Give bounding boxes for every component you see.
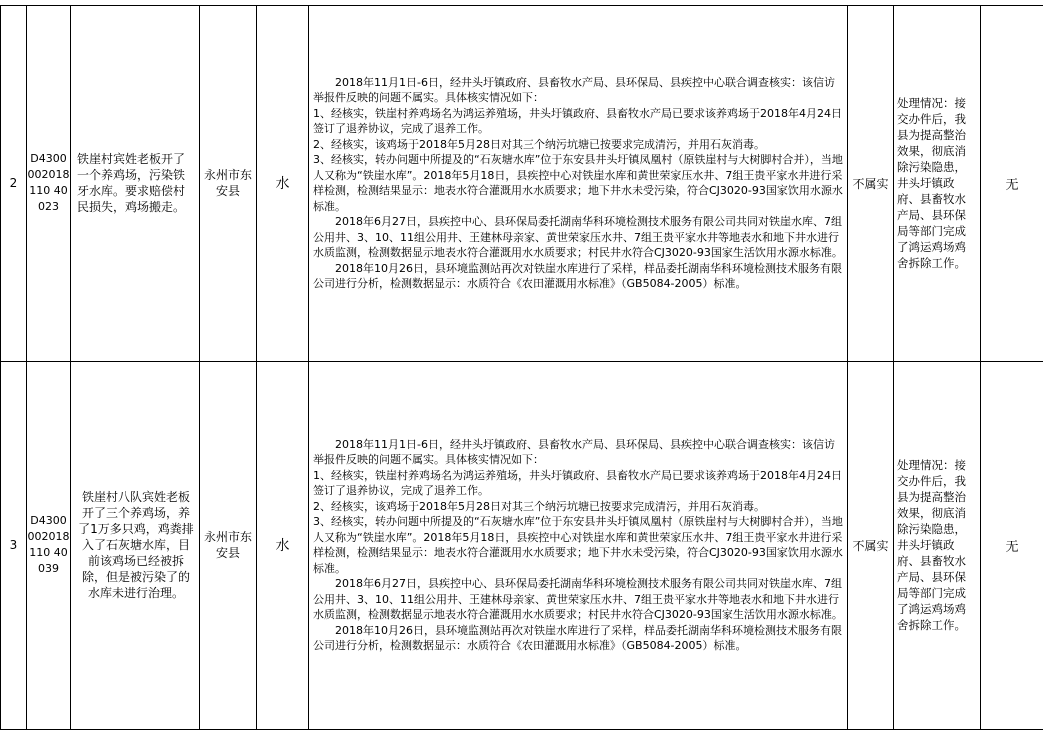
detail-paragraph: 2、经核实，该鸡场于2018年5月28日对其三个纳污坑塘已按要求完成清污，并用石灰消毒。 <box>313 499 765 513</box>
handling-status: 处理情况：接交办件后，我县为提高整治效果，彻底消除污染隐患，井头圩镇政府、县畜牧水产局、县环保局等部门完成了鸿运鸡场鸡舍拆除工作。 <box>894 361 981 729</box>
accountability: 无 <box>981 361 1043 729</box>
detail-paragraph: 2018年10月26日，县环境监测站再次对铁崖水库进行了采样，样品委托湖南华科环境检测技术服务有限公司进行分析，检测数据显示：水质符合《农田灌溉用水标准》（GB5084-2005）标准。 <box>313 623 842 652</box>
row-index: 2 <box>1 5 27 361</box>
pollution-type: 水 <box>257 5 309 361</box>
case-code: D4300002018110 40039 <box>27 361 71 729</box>
detail-paragraph: 2018年11月1日-6日，经井头圩镇政府、县畜牧水产局、县环保局、县疾控中心联合调查核实：该信访举报件反映的问题不属实。具体核实情况如下： <box>313 75 835 104</box>
detail-paragraph: 1、经核实，铁崖村养鸡场名为鸿运养殖场，井头圩镇政府、县畜牧水产局已要求该养鸡场于2018年4月24日签订了退养协议，完成了退养工作。 <box>313 468 842 497</box>
detail-paragraph: 3、经核实，转办问题中所提及的“石灰塘水库”位于东安县井头圩镇凤凰村（原铁崖村与大树脚村合并），当地人又称为“铁崖水库”。2018年5月18日，县疾控中心对铁崖水库和黄世荣家压水井、7组王贵平家水井进行采样检测，检测结果显示：地表水符合灌溉用水水质要求；地下井水未受污染，符合CJ3020-93国家饮用水源水标准。 <box>313 153 843 213</box>
detail-paragraph: 2018年6月27日，县疾控中心、县环保局委托湖南华科环境检测技术服务有限公司共同对铁崖水库、7组公用井、3、10、11组公用井、王建林母亲家、黄世荣家压水井、7组王贵平家水井等地表水和地下井水进行水质监测，检测数据显示地表水符合灌溉用水水质要求；村民井水符合CJ3020-93国家生活饮用水源水标准。 <box>313 577 843 621</box>
verdict: 不属实 <box>848 5 894 361</box>
pollution-type: 水 <box>257 361 309 729</box>
investigation-detail <box>309 361 848 729</box>
detail-paragraph: 2018年6月27日，县疾控中心、县环保局委托湖南华科环境检测技术服务有限公司共同对铁崖水库、7组公用井、3、10、11组公用井、王建林母亲家、黄世荣家压水井、7组王贵平家水井等地表水和地下井水进行水质监测，检测数据显示地表水符合灌溉用水水质要求；村民井水符合CJ3020-93国家生活饮用水源水标准。 <box>313 215 843 259</box>
table-row <box>1 5 1043 361</box>
detail-paragraph: 2018年10月26日，县环境监测站再次对铁崖水库进行了采样，样品委托湖南华科环境检测技术服务有限公司进行分析，检测数据显示：水质符合《农田灌溉用水标准》（GB5084-2005）标准。 <box>313 261 842 290</box>
verdict: 不属实 <box>848 361 894 729</box>
table-row <box>1 361 1043 729</box>
row-index: 3 <box>1 361 27 729</box>
detail-paragraph: 2、经核实，该鸡场于2018年5月28日对其三个纳污坑塘已按要求完成清污，并用石灰消毒。 <box>313 137 765 151</box>
administrative-area: 永州市东安县 <box>200 5 257 361</box>
detail-paragraph: 1、经核实，铁崖村养鸡场名为鸿运养殖场，井头圩镇政府、县畜牧水产局已要求该养鸡场于2018年4月24日签订了退养协议，完成了退养工作。 <box>313 106 842 135</box>
detail-paragraph: 2018年11月1日-6日，经井头圩镇政府、县畜牧水产局、县环保局、县疾控中心联合调查核实：该信访举报件反映的问题不属实。具体核实情况如下： <box>313 437 835 466</box>
case-code: D4300002018110 40023 <box>27 5 71 361</box>
detail-paragraph: 3、经核实，转办问题中所提及的“石灰塘水库”位于东安县井头圩镇凤凰村（原铁崖村与大树脚村合并），当地人又称为“铁崖水库”。2018年5月18日，县疾控中心对铁崖水库和黄世荣家压水井、7组王贵平家水井进行采样检测，检测结果显示：地表水符合灌溉用水水质要求；地下井水未受污染，符合CJ3020-93国家饮用水源水标准。 <box>313 515 843 575</box>
investigation-detail <box>309 5 848 361</box>
complaint-content: 铁崖村宾姓老板开了一个养鸡场，污染铁牙水库。要求赔偿村民损失，鸡场搬走。 <box>71 5 200 361</box>
complaint-content: 铁崖村八队宾姓老板开了三个养鸡场，养了1万多只鸡，鸡粪排入了石灰塘水库，目前该鸡场已经被拆除，但是被污染了的水库未进行治理。 <box>71 361 200 729</box>
accountability: 无 <box>981 5 1043 361</box>
handling-status: 处理情况：接交办件后，我县为提高整治效果，彻底消除污染隐患，井头圩镇政府、县畜牧水产局、县环保局等部门完成了鸿运鸡场鸡舍拆除工作。 <box>894 5 981 361</box>
administrative-area: 永州市东安县 <box>200 361 257 729</box>
